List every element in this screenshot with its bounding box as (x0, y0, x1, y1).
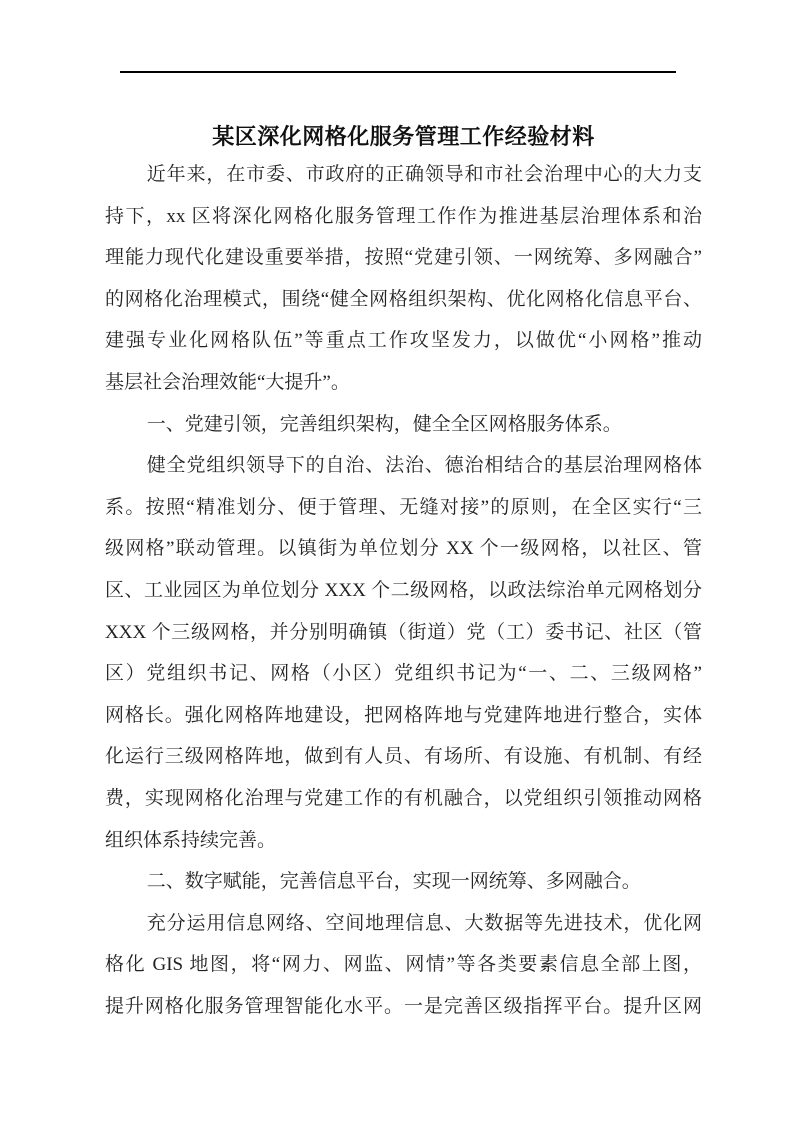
text-line: 组织体系持续完善。 (105, 829, 277, 851)
text-line: 系。按照“精准划分、便于管理、无缝对接”的原则，在全区实行“三 (105, 496, 702, 518)
text-line: 充分运用信息网络、空间地理信息、大数据等先进技术，优化网 (146, 912, 702, 934)
text-line: 理能力现代化建设重要举措，按照“党建引领、一网统筹、多网融合” (105, 247, 702, 269)
text-line: 持下，xx 区将深化网格化服务管理工作作为推进基层治理体系和治 (105, 205, 702, 227)
text-line: 建强专业化网格队伍”等重点工作攻坚发力，以做优“小网格”推动 (105, 330, 702, 352)
document-body (105, 154, 702, 1027)
text-line: 二、数字赋能，完善信息平台，实现一网统筹、多网融合。 (146, 871, 641, 893)
text-line: 费，实现网格化治理与党建工作的有机融合，以党组织引领推动网格 (105, 787, 702, 809)
text-line: 近年来，在市委、市政府的正确领导和市社会治理中心的大力支 (146, 164, 702, 185)
text-line: 健全党组织领导下的自治、法治、德治相结合的基层治理网格体 (146, 455, 702, 477)
text-line: 的网格化治理模式，围绕“健全网格组织架构、优化网格化信息平台、 (105, 288, 702, 310)
text-line: 级网格”联动管理。以镇街为单位划分 XX 个一级网格，以社区、管 (105, 538, 702, 560)
text-line: 化运行三级网格阵地，做到有人员、有场所、有设施、有机制、有经 (105, 746, 702, 768)
header-rule (120, 71, 676, 73)
text-line: XXX 个三级网格，并分别明确镇（街道）党（工）委书记、社区（管 (105, 621, 702, 643)
text-line: 提升网格化服务管理智能化水平。一是完善区级指挥平台。提升区网 (105, 995, 702, 1017)
document-content (105, 120, 702, 1027)
text-line: 一、党建引领，完善组织架构，健全全区网格服务体系。 (146, 413, 622, 435)
page-title: 某区深化网格化服务管理工作经验材料 (212, 124, 595, 149)
text-line: 网格长。强化网格阵地建设，把网格阵地与党建阵地进行整合，实体 (105, 704, 702, 726)
text-line: 区、工业园区为单位划分 XXX 个二级网格，以政法综治单元网格划分 (105, 579, 702, 601)
text-line: 基层社会治理效能“大提升”。 (105, 371, 350, 393)
text-line: 格化 GIS 地图，将“网力、网监、网情”等各类要素信息全部上图， (105, 954, 702, 976)
text-line: 区）党组织书记、网格（小区）党组织书记为“一、二、三级网格” (105, 663, 702, 685)
